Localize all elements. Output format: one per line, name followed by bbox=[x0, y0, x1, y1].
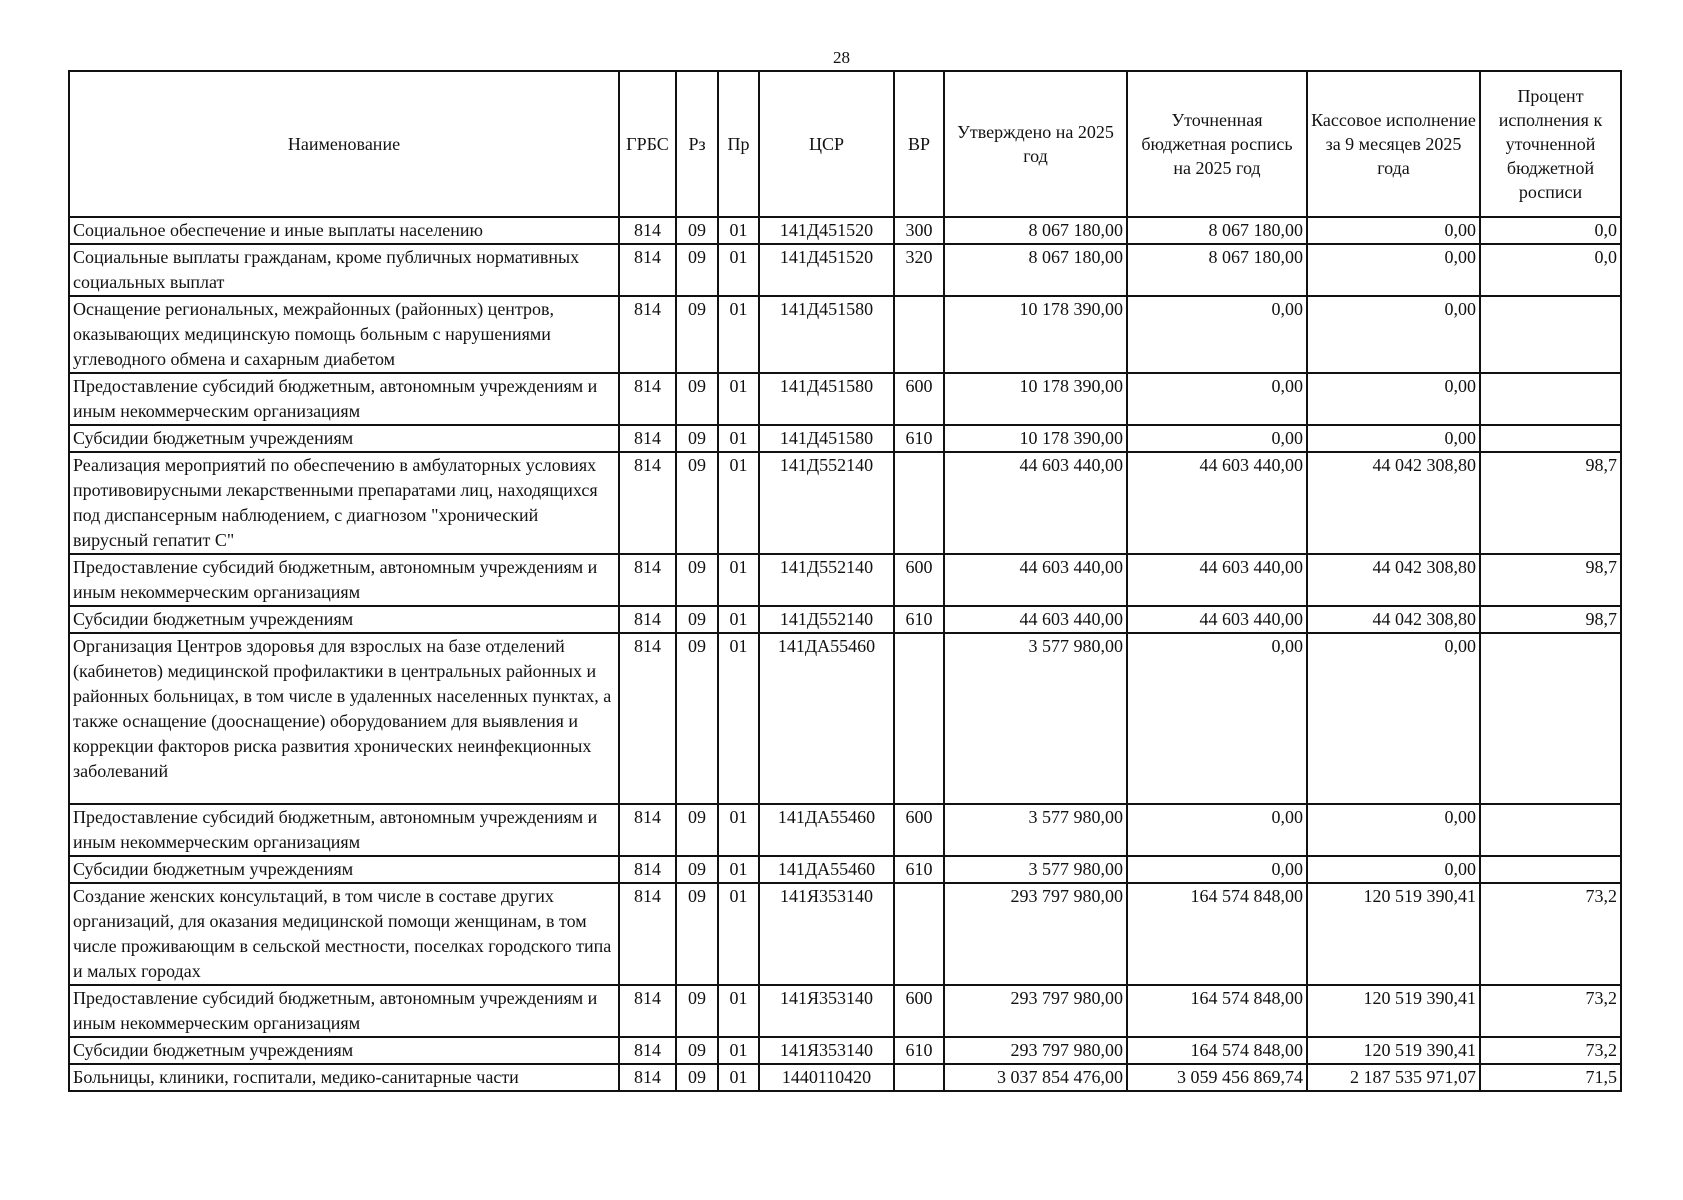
cell-approved: 293 797 980,00 bbox=[944, 1037, 1127, 1064]
cell-pr: 01 bbox=[718, 554, 759, 606]
cell-grbs: 814 bbox=[619, 1064, 676, 1091]
cell-pr: 01 bbox=[718, 217, 759, 244]
cell-csr: 141Я353140 bbox=[759, 985, 894, 1037]
cell-name: Реализация мероприятий по обеспечению в амбулаторных условиях противовирусными лекарственными препаратами лиц, находящихся под диспансерным наблюдением, с диагнозом "хронический вирусный гепатит С" bbox=[69, 452, 619, 554]
table-header-row bbox=[69, 71, 1621, 217]
cell-cash: 44 042 308,80 bbox=[1307, 452, 1480, 554]
cell-vr bbox=[894, 452, 944, 554]
header-refined: Уточненная бюджетная роспись на 2025 год bbox=[1127, 71, 1307, 217]
cell-csr: 141Д451580 bbox=[759, 373, 894, 425]
cell-pr: 01 bbox=[718, 883, 759, 985]
cell-cash: 0,00 bbox=[1307, 244, 1480, 296]
cell-cash: 0,00 bbox=[1307, 425, 1480, 452]
cell-pr: 01 bbox=[718, 804, 759, 856]
cell-rz: 09 bbox=[676, 985, 718, 1037]
cell-percent bbox=[1480, 373, 1621, 425]
cell-approved: 293 797 980,00 bbox=[944, 985, 1127, 1037]
cell-percent: 0,0 bbox=[1480, 244, 1621, 296]
cell-vr bbox=[894, 633, 944, 804]
page-number: 28 bbox=[833, 48, 850, 67]
header-grbs: ГРБС bbox=[619, 71, 676, 217]
cell-csr: 141Д451580 bbox=[759, 296, 894, 373]
cell-approved: 10 178 390,00 bbox=[944, 296, 1127, 373]
cell-cash: 0,00 bbox=[1307, 804, 1480, 856]
table-row bbox=[69, 373, 1621, 425]
cell-cash: 120 519 390,41 bbox=[1307, 985, 1480, 1037]
cell-percent bbox=[1480, 296, 1621, 373]
cell-refined: 164 574 848,00 bbox=[1127, 883, 1307, 985]
table-row bbox=[69, 244, 1621, 296]
cell-csr: 141ДА55460 bbox=[759, 856, 894, 883]
table-row bbox=[69, 217, 1621, 244]
cell-rz: 09 bbox=[676, 425, 718, 452]
cell-percent: 73,2 bbox=[1480, 985, 1621, 1037]
budget-execution-table bbox=[68, 70, 1622, 1092]
cell-percent: 98,7 bbox=[1480, 606, 1621, 633]
cell-refined: 0,00 bbox=[1127, 856, 1307, 883]
cell-grbs: 814 bbox=[619, 1037, 676, 1064]
cell-csr: 141Я353140 bbox=[759, 1037, 894, 1064]
cell-name: Организация Центров здоровья для взрослых на базе отделений (кабинетов) медицинской профилактики в центральных районных и районных больницах, в том числе в удаленных населенных пунктах, а также оснащение (дооснащение) оборудованием для выявления и коррекции факторов риска развития хронических неинфекционных заболеваний bbox=[69, 633, 619, 804]
cell-csr: 141Д451520 bbox=[759, 244, 894, 296]
cell-rz: 09 bbox=[676, 554, 718, 606]
cell-pr: 01 bbox=[718, 1064, 759, 1091]
cell-percent: 98,7 bbox=[1480, 452, 1621, 554]
cell-name: Социальное обеспечение и иные выплаты населению bbox=[69, 217, 619, 244]
cell-vr: 600 bbox=[894, 554, 944, 606]
cell-csr: 141Д552140 bbox=[759, 452, 894, 554]
cell-refined: 44 603 440,00 bbox=[1127, 554, 1307, 606]
cell-rz: 09 bbox=[676, 883, 718, 985]
cell-rz: 09 bbox=[676, 217, 718, 244]
cell-cash: 120 519 390,41 bbox=[1307, 1037, 1480, 1064]
cell-pr: 01 bbox=[718, 373, 759, 425]
table-row bbox=[69, 985, 1621, 1037]
table-row bbox=[69, 883, 1621, 985]
cell-rz: 09 bbox=[676, 452, 718, 554]
cell-pr: 01 bbox=[718, 425, 759, 452]
cell-cash: 44 042 308,80 bbox=[1307, 606, 1480, 633]
cell-grbs: 814 bbox=[619, 804, 676, 856]
header-pr: Пр bbox=[718, 71, 759, 217]
cell-grbs: 814 bbox=[619, 452, 676, 554]
cell-csr: 141ДА55460 bbox=[759, 633, 894, 804]
table-row bbox=[69, 554, 1621, 606]
cell-name: Предоставление субсидий бюджетным, автономным учреждениям и иным некоммерческим организациям bbox=[69, 373, 619, 425]
cell-approved: 44 603 440,00 bbox=[944, 554, 1127, 606]
cell-approved: 8 067 180,00 bbox=[944, 244, 1127, 296]
cell-approved: 44 603 440,00 bbox=[944, 452, 1127, 554]
cell-pr: 01 bbox=[718, 244, 759, 296]
cell-grbs: 814 bbox=[619, 425, 676, 452]
cell-percent: 73,2 bbox=[1480, 1037, 1621, 1064]
cell-percent bbox=[1480, 856, 1621, 883]
cell-refined: 0,00 bbox=[1127, 373, 1307, 425]
cell-vr: 600 bbox=[894, 804, 944, 856]
cell-pr: 01 bbox=[718, 633, 759, 804]
cell-refined: 8 067 180,00 bbox=[1127, 217, 1307, 244]
cell-vr: 600 bbox=[894, 985, 944, 1037]
cell-csr: 141ДА55460 bbox=[759, 804, 894, 856]
cell-csr: 141Д451580 bbox=[759, 425, 894, 452]
cell-refined: 44 603 440,00 bbox=[1127, 452, 1307, 554]
cell-approved: 10 178 390,00 bbox=[944, 373, 1127, 425]
table-row bbox=[69, 1037, 1621, 1064]
header-name: Наименование bbox=[69, 71, 619, 217]
cell-pr: 01 bbox=[718, 296, 759, 373]
cell-cash: 44 042 308,80 bbox=[1307, 554, 1480, 606]
cell-approved: 44 603 440,00 bbox=[944, 606, 1127, 633]
cell-refined: 0,00 bbox=[1127, 425, 1307, 452]
cell-percent: 0,0 bbox=[1480, 217, 1621, 244]
cell-pr: 01 bbox=[718, 856, 759, 883]
cell-pr: 01 bbox=[718, 606, 759, 633]
cell-name: Предоставление субсидий бюджетным, автономным учреждениям и иным некоммерческим организациям bbox=[69, 985, 619, 1037]
cell-grbs: 814 bbox=[619, 296, 676, 373]
cell-percent: 71,5 bbox=[1480, 1064, 1621, 1091]
cell-refined: 164 574 848,00 bbox=[1127, 1037, 1307, 1064]
table-body bbox=[69, 217, 1621, 1091]
cell-csr: 1440110420 bbox=[759, 1064, 894, 1091]
cell-approved: 3 577 980,00 bbox=[944, 633, 1127, 804]
table-row bbox=[69, 296, 1621, 373]
cell-rz: 09 bbox=[676, 296, 718, 373]
cell-approved: 3 577 980,00 bbox=[944, 856, 1127, 883]
cell-rz: 09 bbox=[676, 804, 718, 856]
cell-csr: 141Д552140 bbox=[759, 606, 894, 633]
cell-name: Создание женских консультаций, в том числе в составе других организаций, для оказания медицинской помощи женщинам, в том числе проживающим в сельской местности, поселках городского типа и малых городах bbox=[69, 883, 619, 985]
cell-vr: 320 bbox=[894, 244, 944, 296]
cell-cash: 2 187 535 971,07 bbox=[1307, 1064, 1480, 1091]
header-csr: ЦСР bbox=[759, 71, 894, 217]
cell-name: Субсидии бюджетным учреждениям bbox=[69, 606, 619, 633]
cell-grbs: 814 bbox=[619, 606, 676, 633]
cell-rz: 09 bbox=[676, 1064, 718, 1091]
cell-percent: 98,7 bbox=[1480, 554, 1621, 606]
cell-vr: 300 bbox=[894, 217, 944, 244]
cell-name: Оснащение региональных, межрайонных (районных) центров, оказывающих медицинскую помощь больным с нарушениями углеводного обмена и сахарным диабетом bbox=[69, 296, 619, 373]
table-row bbox=[69, 606, 1621, 633]
table-row bbox=[69, 856, 1621, 883]
table-row bbox=[69, 425, 1621, 452]
cell-percent bbox=[1480, 633, 1621, 804]
cell-vr: 610 bbox=[894, 856, 944, 883]
header-percent: Процент исполнения к уточненной бюджетной росписи bbox=[1480, 71, 1621, 217]
cell-cash: 0,00 bbox=[1307, 633, 1480, 804]
header-cash: Кассовое исполнение за 9 месяцев 2025 года bbox=[1307, 71, 1480, 217]
cell-name: Субсидии бюджетным учреждениям bbox=[69, 1037, 619, 1064]
cell-cash: 120 519 390,41 bbox=[1307, 883, 1480, 985]
cell-approved: 8 067 180,00 bbox=[944, 217, 1127, 244]
cell-pr: 01 bbox=[718, 452, 759, 554]
cell-csr: 141Д552140 bbox=[759, 554, 894, 606]
header-vr: ВР bbox=[894, 71, 944, 217]
cell-vr: 610 bbox=[894, 606, 944, 633]
cell-name: Больницы, клиники, госпитали, медико-санитарные части bbox=[69, 1064, 619, 1091]
cell-rz: 09 bbox=[676, 1037, 718, 1064]
cell-name: Предоставление субсидий бюджетным, автономным учреждениям и иным некоммерческим организациям bbox=[69, 804, 619, 856]
cell-approved: 10 178 390,00 bbox=[944, 425, 1127, 452]
cell-grbs: 814 bbox=[619, 554, 676, 606]
cell-pr: 01 bbox=[718, 1037, 759, 1064]
cell-refined: 0,00 bbox=[1127, 296, 1307, 373]
cell-grbs: 814 bbox=[619, 985, 676, 1037]
cell-cash: 0,00 bbox=[1307, 373, 1480, 425]
cell-grbs: 814 bbox=[619, 217, 676, 244]
cell-rz: 09 bbox=[676, 856, 718, 883]
cell-grbs: 814 bbox=[619, 244, 676, 296]
cell-percent bbox=[1480, 804, 1621, 856]
cell-percent bbox=[1480, 425, 1621, 452]
cell-vr: 610 bbox=[894, 425, 944, 452]
cell-csr: 141Д451520 bbox=[759, 217, 894, 244]
cell-csr: 141Я353140 bbox=[759, 883, 894, 985]
cell-pr: 01 bbox=[718, 985, 759, 1037]
table-row bbox=[69, 452, 1621, 554]
cell-vr: 610 bbox=[894, 1037, 944, 1064]
cell-vr bbox=[894, 883, 944, 985]
cell-approved: 293 797 980,00 bbox=[944, 883, 1127, 985]
cell-percent: 73,2 bbox=[1480, 883, 1621, 985]
cell-grbs: 814 bbox=[619, 883, 676, 985]
cell-rz: 09 bbox=[676, 244, 718, 296]
cell-rz: 09 bbox=[676, 633, 718, 804]
cell-name: Предоставление субсидий бюджетным, автономным учреждениям и иным некоммерческим организациям bbox=[69, 554, 619, 606]
cell-cash: 0,00 bbox=[1307, 296, 1480, 373]
table-row bbox=[69, 633, 1621, 804]
table-row bbox=[69, 804, 1621, 856]
cell-name: Субсидии бюджетным учреждениям bbox=[69, 856, 619, 883]
cell-vr bbox=[894, 1064, 944, 1091]
cell-approved: 3 577 980,00 bbox=[944, 804, 1127, 856]
cell-grbs: 814 bbox=[619, 856, 676, 883]
cell-vr bbox=[894, 296, 944, 373]
cell-rz: 09 bbox=[676, 606, 718, 633]
cell-cash: 0,00 bbox=[1307, 856, 1480, 883]
cell-vr: 600 bbox=[894, 373, 944, 425]
cell-refined: 8 067 180,00 bbox=[1127, 244, 1307, 296]
cell-name: Субсидии бюджетным учреждениям bbox=[69, 425, 619, 452]
cell-refined: 164 574 848,00 bbox=[1127, 985, 1307, 1037]
cell-refined: 0,00 bbox=[1127, 804, 1307, 856]
header-rz: Рз bbox=[676, 71, 718, 217]
table-row bbox=[69, 1064, 1621, 1091]
cell-refined: 3 059 456 869,74 bbox=[1127, 1064, 1307, 1091]
cell-cash: 0,00 bbox=[1307, 217, 1480, 244]
header-approved: Утверждено на 2025 год bbox=[944, 71, 1127, 217]
cell-approved: 3 037 854 476,00 bbox=[944, 1064, 1127, 1091]
cell-refined: 44 603 440,00 bbox=[1127, 606, 1307, 633]
cell-name: Социальные выплаты гражданам, кроме публичных нормативных социальных выплат bbox=[69, 244, 619, 296]
cell-grbs: 814 bbox=[619, 633, 676, 804]
cell-refined: 0,00 bbox=[1127, 633, 1307, 804]
cell-grbs: 814 bbox=[619, 373, 676, 425]
cell-rz: 09 bbox=[676, 373, 718, 425]
